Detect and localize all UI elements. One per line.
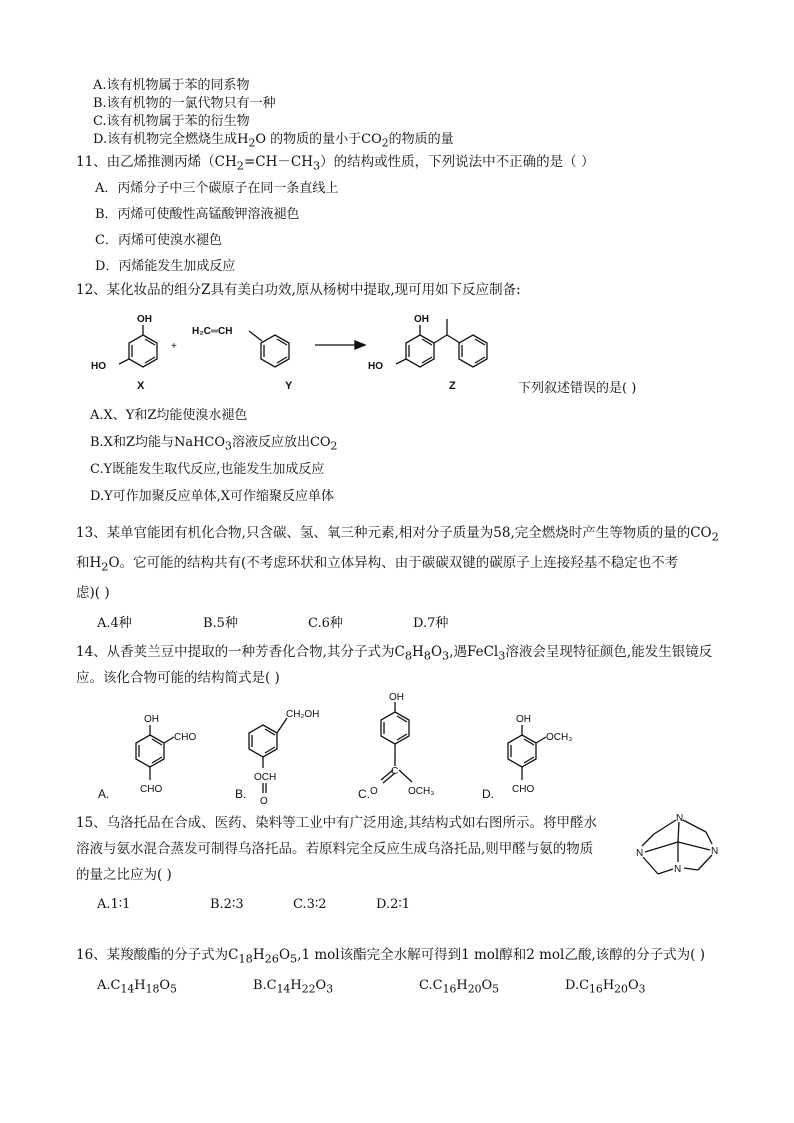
q14-structure-a — [98, 714, 196, 801]
q14-structures — [90, 690, 610, 805]
q15-line2: 溶液与氨水混合蒸发可制得乌洛托品。若原料完全反应生成乌洛托品,则甲醛与氨的物质 — [76, 841, 594, 857]
q10-option-c: C.该有机物属于苯的衍生物 — [93, 114, 250, 129]
q14-structure-a-label: A. — [98, 787, 110, 801]
q12-option-d: D.Y可作加聚反应单体,X可作缩聚反应单体 — [90, 489, 335, 504]
molecule-y — [192, 326, 293, 392]
a-oh-label: OH — [144, 714, 159, 725]
c-oh-label: OH — [389, 692, 404, 703]
q10-option-a: A.该有机物属于苯的同系物 — [93, 78, 250, 93]
q16-stem: 16、某羧酸酯的分子式为$C_{18}H_{26}O_5,1$ mol该酯完全水解可得到1 mol醇和2 mol乙酸,该醇的分子式为( ) — [76, 947, 705, 966]
q15-option-c: C.3∶2 — [293, 897, 327, 912]
plus-sign: + — [171, 341, 177, 352]
q13-line2: 和$H_2O$。它可能的结构共有(不考虑环状和立体异构、由于碳碳双键的碳原子上连接羟基不稳定也不考 — [76, 555, 679, 574]
q13-option-b: B.5种 — [203, 616, 238, 631]
q11-option-b: B．丙烯可使酸性高锰酸钾溶液褪色 — [95, 207, 300, 222]
z-ho-label: HO — [368, 361, 383, 372]
hex-n-right: N — [711, 846, 719, 857]
hex-n-top: N — [676, 813, 684, 824]
q16-option-a: $A.C_{14}H_{18}O_5$ — [97, 978, 177, 996]
label-z: Z — [449, 380, 456, 392]
q12-tail: 下列叙述错误的是( ) — [518, 381, 637, 396]
c-och3-label: OCH₃ — [408, 786, 435, 797]
label-y: Y — [285, 380, 293, 392]
y-vinyl-label: H₂C═CH — [192, 326, 233, 337]
q13-line3: 虑)( ) — [76, 585, 110, 601]
q13-line1: 13、某单官能团有机化合物,只含碳、氢、氧三种元素,相对分子质量为58,完全燃烧时产生等物质的量的$CO_2$ — [76, 525, 719, 544]
q15-option-a: A.1∶1 — [97, 897, 131, 912]
q13-option-a: A.4种 — [97, 616, 132, 631]
a-cho-bottom-label: CHO — [140, 784, 163, 795]
q14-structure-c — [358, 692, 434, 801]
q15-option-b: B.2∶3 — [210, 897, 244, 912]
d-och3-label: OCH₃ — [546, 732, 573, 743]
q13-option-d: D.7种 — [413, 616, 449, 631]
q11-option-d: D．丙烯能发生加成反应 — [95, 259, 236, 274]
q12-reaction-diagram — [85, 305, 515, 395]
q14-structure-b — [235, 709, 319, 805]
q16-option-d: $D.C_{16}H_{20}O_3$ — [565, 978, 646, 996]
molecule-z — [368, 314, 487, 392]
q16-option-c: $C.C_{16}H_{20}O_5$ — [419, 978, 500, 996]
hex-n-left: N — [636, 848, 644, 859]
q11-stem: 11、由乙烯推测丙烯$(CH_2=CH-CH_3)$的结构或性质，下列说法中不正确的是（ ） — [76, 154, 595, 173]
q10-option-d: D.该有机物完全燃烧生成$H_2O$ 的物质的量小于$CO_2$的物质的量 — [93, 132, 454, 150]
q13-option-c: C.6种 — [308, 616, 343, 631]
q14-line2: 应。该化合物可能的结构简式是( ) — [76, 670, 280, 686]
d-cho-label: CHO — [512, 784, 535, 795]
q12-stem: 12、某化妆品的组分Z具有美白功效,原从杨树中提取,现可用如下反应制备: — [76, 282, 521, 298]
molecule-x — [91, 314, 157, 392]
q15-line3: 的量之比应为( ) — [76, 867, 172, 883]
c-c-label: C — [391, 766, 399, 777]
x-ho-label: HO — [91, 361, 106, 372]
c-o-label: O — [370, 786, 378, 797]
b-o-label: O — [260, 796, 268, 805]
hex-n-bottom: N — [674, 864, 682, 875]
b-och-label: OCH — [254, 772, 277, 783]
q10-option-b: B.该有机物的一氯代物只有一种 — [93, 96, 276, 111]
q14-structure-d — [482, 714, 572, 801]
q12-option-a: A.X、Y和Z均能使溴水褪色 — [90, 408, 248, 423]
hexamine-structure — [628, 808, 728, 886]
q11-option-c: C．丙烯可使溴水褪色 — [95, 233, 222, 248]
label-x: X — [137, 380, 145, 392]
x-oh-label: OH — [137, 314, 152, 325]
z-oh-label: OH — [414, 314, 429, 325]
q15-line1: 15、乌洛托品在合成、医药、染料等工业中有广泛用途,其结构式如右图所示。将甲醛水 — [76, 815, 597, 831]
q16-option-b: $B.C_{14}H_{22}O_3$ — [253, 978, 334, 996]
q15-option-d: D.2∶1 — [376, 897, 411, 912]
a-cho-top-label: CHO — [174, 732, 197, 743]
d-oh-label: OH — [516, 714, 531, 725]
q14-structure-c-label: C. — [358, 787, 370, 801]
q14-structure-b-label: B. — [235, 787, 247, 801]
q11-option-a: A．丙烯分子中三个碳原子在同一条直线上 — [95, 181, 339, 196]
q14-structure-d-label: D. — [482, 787, 494, 801]
reaction-arrow — [315, 341, 365, 349]
q12-option-b: B.X和Z均能与NaHCO$_3$溶液反应放出$CO_2$ — [90, 435, 338, 453]
b-ch2oh-label: CH₂OH — [286, 709, 320, 720]
q12-option-c: C.Y既能发生取代反应,也能发生加成反应 — [90, 462, 325, 477]
q14-line1: 14、从香荚兰豆中提取的一种芳香化合物,其分子式为$C_8H_8O_3$,遇FeCl$_3$溶液会呈现特征颜色,能发生银镜反 — [76, 644, 713, 663]
